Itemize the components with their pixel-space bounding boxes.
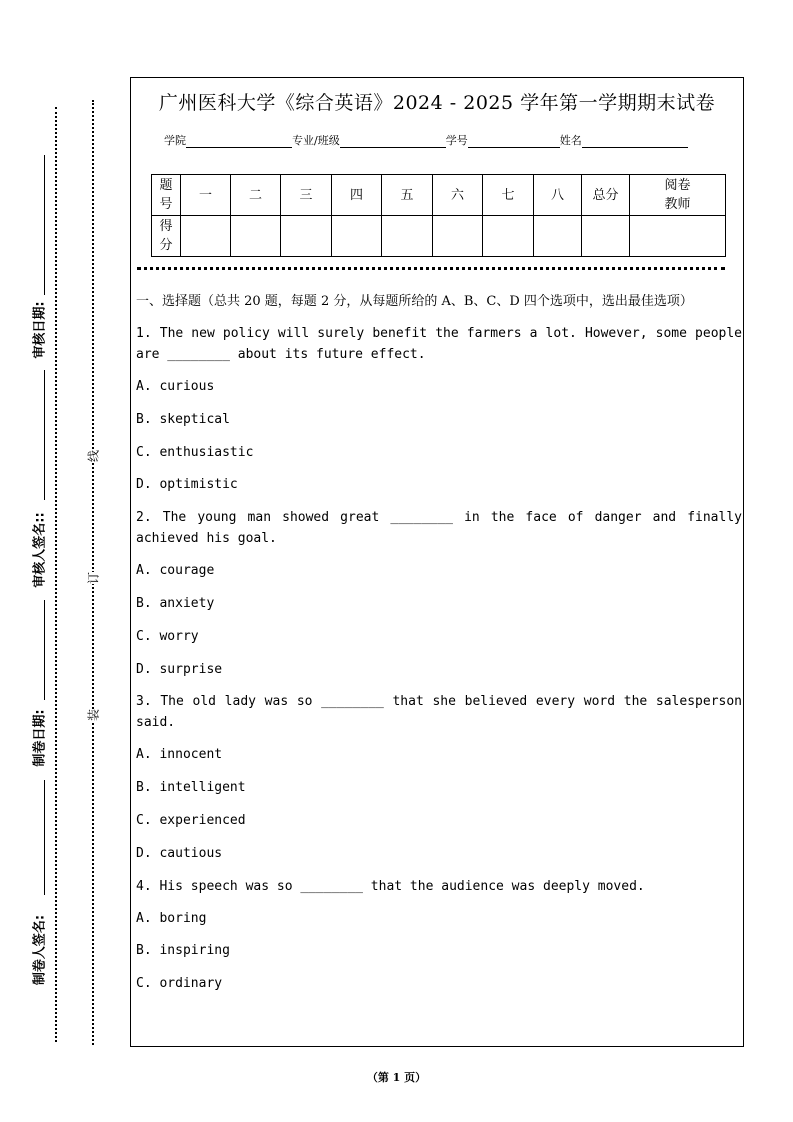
major-class-label: 专业/班级 [292,134,340,147]
signature-line-reviewer [44,370,45,500]
review-date-label: 审核日期: [32,301,48,359]
question-2 [136,507,742,679]
option: A. innocent [136,747,223,763]
exam-frame [130,77,744,1047]
score-label: 得分 [159,219,173,253]
score-cell[interactable] [181,216,231,257]
score-cell-grader[interactable] [630,216,726,257]
header-cell: 七 [483,175,534,216]
page-number: （第 1 页） [366,1071,427,1084]
option: D. optimistic [136,477,238,493]
header-cell: 一 [181,175,231,216]
score-cell[interactable] [382,216,433,257]
score-table-header-row [152,175,726,216]
student-id-label: 学号 [445,134,468,147]
binding-char-bind: 装 [83,709,104,721]
make-date-label: 制卷日期: [32,709,48,767]
grader-label: 阅卷教师 [664,178,691,212]
student-info-row [164,132,688,148]
score-cell[interactable] [433,216,483,257]
student-id-field[interactable] [468,135,560,148]
score-table [151,174,726,257]
header-cell-grader [630,175,726,216]
score-table-score-row [152,216,726,257]
header-cell: 六 [433,175,483,216]
header-cell: 二 [231,175,281,216]
score-cell[interactable] [281,216,332,257]
option: B. skeptical [136,411,230,427]
question-3 [136,691,742,863]
option: C. experienced [136,812,246,828]
option: D. surprise [136,661,223,677]
signature-line-review-date [44,155,45,295]
question-text: 3. The old lady was so ________ that she believed every word the salesperson said. [136,694,742,731]
signature-line-maker [44,780,45,895]
question-text: 1. The new policy will surely benefit the farmers a lot. However, some people are ________ about its future effect. [136,326,742,362]
score-cell-total[interactable] [582,216,630,257]
option: C. worry [136,628,199,644]
header-cell: 三 [281,175,332,216]
name-field[interactable] [582,135,688,148]
option: A. boring [136,910,207,926]
binding-char-order: 订 [83,572,104,584]
question-1 [136,323,742,495]
exam-title: 广州医科大学《综合英语》2024 - 2025 学年第一学期期末试卷 [158,92,716,114]
binding-dotted-line-outer [55,107,57,1042]
score-cell[interactable] [534,216,582,257]
signature-line-make-date [44,600,45,700]
option: B. intelligent [136,780,246,796]
header-cell: 四 [332,175,382,216]
header-cell: 五 [382,175,433,216]
college-field[interactable] [186,135,292,148]
option: B. inspiring [136,943,230,959]
option: C. enthusiastic [136,444,254,460]
option: C. ordinary [136,976,223,992]
option: D. cautious [136,845,223,861]
binding-char-line: 线 [83,450,104,462]
score-row-header [152,216,181,257]
option: B. anxiety [136,595,215,611]
option: A. curious [136,379,215,394]
question-text: 4. His speech was so ________ that the audience was deeply moved. [136,878,645,894]
question-text: 2. The young man showed great ________ in the face of danger and finally achieved his goal. [136,510,742,547]
maker-signature-label: 制卷人签名: [32,914,48,986]
major-class-field[interactable] [340,135,446,148]
reviewer-signature-label: 审核人签名:: [32,512,48,588]
name-label: 姓名 [559,134,582,147]
score-cell[interactable] [231,216,281,257]
section-title: 一、选择题（总共 20 题，每题 2 分，从每题所给的 A、B、C、D 四个选项中，选出最佳选项） [136,294,693,309]
header-cell: 八 [534,175,582,216]
dotted-separator [137,267,725,270]
score-cell[interactable] [483,216,534,257]
questions-section [136,291,742,1006]
question-no-label: 题号 [159,178,173,212]
header-cell-total: 总分 [582,175,630,216]
college-label: 学院 [164,134,186,147]
score-cell[interactable] [332,216,382,257]
question-4 [136,876,742,995]
option: A. courage [136,563,215,579]
header-cell-question-no [152,175,181,216]
